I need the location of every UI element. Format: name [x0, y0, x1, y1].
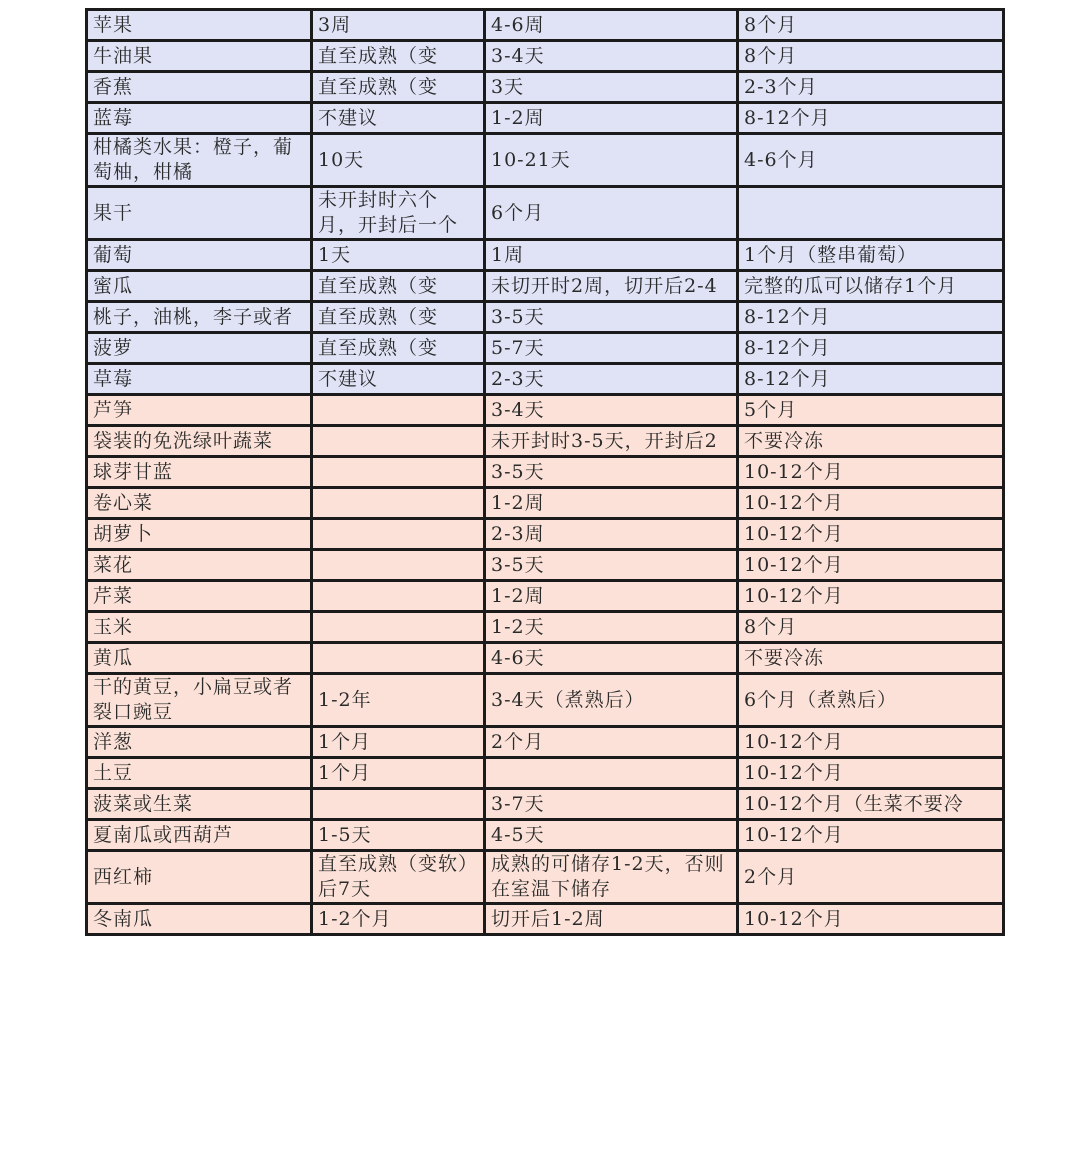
food-name-cell	[87, 820, 312, 851]
fridge-time-cell	[485, 41, 738, 72]
fridge-time-cell	[485, 851, 738, 904]
cell-text: 10-12个月	[744, 730, 844, 753]
cell-text: 直至成熟（变软）后7天	[318, 853, 469, 900]
freezer-time-cell	[738, 364, 1004, 395]
fridge-time-cell	[485, 395, 738, 426]
cell-text: 未切开时2周，切开后2-4	[491, 274, 718, 297]
freezer-time-cell	[738, 240, 1004, 271]
cell-text: 1周	[491, 243, 525, 266]
pantry-time-cell	[312, 240, 485, 271]
fridge-time-cell	[485, 820, 738, 851]
fridge-time-cell	[485, 758, 738, 789]
cell-text: 1个月	[318, 761, 372, 784]
cell-text: 1-2周	[491, 584, 545, 607]
food-name-cell	[87, 187, 312, 240]
cell-text: 3-4天	[491, 398, 545, 421]
cell-text: 3-5天	[491, 460, 545, 483]
table-body	[87, 10, 1004, 935]
freezer-time-cell	[738, 581, 1004, 612]
cell-text: 6个月	[491, 201, 545, 224]
cell-text: 5个月	[744, 398, 798, 421]
freezer-time-cell	[738, 426, 1004, 457]
cell-text: 3-4天（煮熟后）	[491, 688, 645, 711]
fridge-time-cell	[485, 643, 738, 674]
cell-text: 2-3天	[491, 367, 545, 390]
cell-text: 夏南瓜或西葫芦	[93, 823, 234, 846]
cell-text: 不建议	[318, 367, 379, 390]
pantry-time-cell	[312, 72, 485, 103]
cell-text: 1-2天	[491, 615, 545, 638]
fridge-time-cell	[485, 789, 738, 820]
table-row-vegetable	[87, 727, 1004, 758]
pantry-time-cell	[312, 820, 485, 851]
cell-text: 4-6周	[491, 13, 545, 36]
cell-text: 2个月	[744, 865, 798, 888]
freezer-time-cell	[738, 457, 1004, 488]
table-row-fruit	[87, 103, 1004, 134]
food-name-cell	[87, 488, 312, 519]
cell-text: 直至成熟（变	[318, 336, 439, 359]
food-name-cell	[87, 271, 312, 302]
fridge-time-cell	[485, 187, 738, 240]
cell-text: 菠萝	[93, 336, 134, 359]
fridge-time-cell	[485, 134, 738, 187]
food-name-cell	[87, 426, 312, 457]
fridge-time-cell	[485, 333, 738, 364]
cell-text: 8-12个月	[744, 336, 831, 359]
cell-text: 3周	[318, 13, 352, 36]
freezer-time-cell	[738, 10, 1004, 41]
fridge-time-cell	[485, 426, 738, 457]
pantry-time-cell	[312, 457, 485, 488]
food-name-cell	[87, 395, 312, 426]
cell-text: 8-12个月	[744, 106, 831, 129]
cell-text: 8-12个月	[744, 367, 831, 390]
cell-text: 6个月（煮熟后）	[744, 688, 898, 711]
cell-text: 蓝莓	[93, 106, 134, 129]
table-row-vegetable	[87, 519, 1004, 550]
cell-text: 香蕉	[93, 75, 134, 98]
pantry-time-cell	[312, 10, 485, 41]
cell-text: 2个月	[491, 730, 545, 753]
cell-text: 8-12个月	[744, 305, 831, 328]
table-row-vegetable	[87, 789, 1004, 820]
cell-text: 球芽甘蓝	[93, 460, 174, 483]
cell-text: 葡萄	[93, 243, 134, 266]
pantry-time-cell	[312, 581, 485, 612]
food-name-cell	[87, 240, 312, 271]
cell-text: 8个月	[744, 615, 798, 638]
cell-text: 10天	[318, 148, 365, 171]
freezer-time-cell	[738, 820, 1004, 851]
cell-text: 3-5天	[491, 305, 545, 328]
pantry-time-cell	[312, 271, 485, 302]
fridge-time-cell	[485, 550, 738, 581]
pantry-time-cell	[312, 426, 485, 457]
cell-text: 芹菜	[93, 584, 134, 607]
food-name-cell	[87, 643, 312, 674]
cell-text: 10-12个月	[744, 491, 844, 514]
freezer-time-cell	[738, 612, 1004, 643]
table-row-fruit	[87, 41, 1004, 72]
table-row-vegetable	[87, 904, 1004, 935]
pantry-time-cell	[312, 103, 485, 134]
cell-text: 桃子，油桃，李子或者	[93, 305, 294, 328]
cell-text: 2-3个月	[744, 75, 818, 98]
table-row-fruit	[87, 271, 1004, 302]
food-name-cell	[87, 789, 312, 820]
cell-text: 不要冷冻	[744, 429, 825, 452]
food-name-cell	[87, 851, 312, 904]
cell-text: 直至成熟（变	[318, 274, 439, 297]
pantry-time-cell	[312, 789, 485, 820]
pantry-time-cell	[312, 302, 485, 333]
table-row-vegetable	[87, 674, 1004, 727]
cell-text: 1个月	[318, 730, 372, 753]
freezer-time-cell	[738, 72, 1004, 103]
cell-text: 1个月（整串葡萄）	[744, 243, 918, 266]
food-name-cell	[87, 674, 312, 727]
food-name-cell	[87, 364, 312, 395]
cell-text: 直至成熟（变	[318, 44, 439, 67]
freezer-time-cell	[738, 758, 1004, 789]
cell-text: 完整的瓜可以储存1个月	[744, 274, 958, 297]
fridge-time-cell	[485, 10, 738, 41]
food-name-cell	[87, 72, 312, 103]
fridge-time-cell	[485, 519, 738, 550]
pantry-time-cell	[312, 134, 485, 187]
freezer-time-cell	[738, 41, 1004, 72]
freezer-time-cell	[738, 851, 1004, 904]
pantry-time-cell	[312, 851, 485, 904]
cell-text: 10-12个月	[744, 522, 844, 545]
freezer-time-cell	[738, 395, 1004, 426]
cell-text: 蜜瓜	[93, 274, 134, 297]
freezer-time-cell	[738, 904, 1004, 935]
freezer-time-cell	[738, 488, 1004, 519]
table-row-vegetable	[87, 395, 1004, 426]
freezer-time-cell	[738, 302, 1004, 333]
cell-text: 菜花	[93, 553, 134, 576]
cell-text: 玉米	[93, 615, 134, 638]
pantry-time-cell	[312, 488, 485, 519]
table-row-fruit	[87, 72, 1004, 103]
cell-text: 10-12个月	[744, 907, 844, 930]
cell-text: 切开后1-2周	[491, 907, 605, 930]
cell-text: 黄瓜	[93, 646, 134, 669]
food-name-cell	[87, 41, 312, 72]
cell-text: 10-12个月	[744, 584, 844, 607]
pantry-time-cell	[312, 904, 485, 935]
cell-text: 牛油果	[93, 44, 154, 67]
pantry-time-cell	[312, 395, 485, 426]
fridge-time-cell	[485, 302, 738, 333]
pantry-time-cell	[312, 364, 485, 395]
food-name-cell	[87, 904, 312, 935]
pantry-time-cell	[312, 612, 485, 643]
fridge-time-cell	[485, 581, 738, 612]
cell-text: 直至成熟（变	[318, 305, 439, 328]
freezer-time-cell	[738, 674, 1004, 727]
freezer-time-cell	[738, 333, 1004, 364]
pantry-time-cell	[312, 758, 485, 789]
cell-text: 果干	[93, 201, 134, 224]
fridge-time-cell	[485, 488, 738, 519]
cell-text: 1-2周	[491, 491, 545, 514]
cell-text: 4-5天	[491, 823, 545, 846]
food-name-cell	[87, 10, 312, 41]
cell-text: 未开封时3-5天，开封后2	[491, 429, 718, 452]
cell-text: 不要冷冻	[744, 646, 825, 669]
cell-text: 5-7天	[491, 336, 545, 359]
cell-text: 苹果	[93, 13, 134, 36]
table-row-fruit	[87, 240, 1004, 271]
cell-text: 3-5天	[491, 553, 545, 576]
cell-text: 卷心菜	[93, 491, 154, 514]
cell-text: 3天	[491, 75, 525, 98]
cell-text: 10-12个月	[744, 553, 844, 576]
cell-text: 洋葱	[93, 730, 134, 753]
cell-text: 10-12个月	[744, 460, 844, 483]
food-name-cell	[87, 758, 312, 789]
cell-text: 1-2个月	[318, 907, 392, 930]
fridge-time-cell	[485, 103, 738, 134]
table-row-vegetable	[87, 758, 1004, 789]
pantry-time-cell	[312, 187, 485, 240]
cell-text: 柑橘类水果：橙子，葡萄柚，柑橘	[93, 136, 294, 183]
cell-text: 胡萝卜	[93, 522, 154, 545]
storage-table	[85, 8, 1005, 936]
freezer-time-cell	[738, 789, 1004, 820]
pantry-time-cell	[312, 550, 485, 581]
fridge-time-cell	[485, 72, 738, 103]
cell-text: 直至成熟（变	[318, 75, 439, 98]
cell-text: 成熟的可储存1-2天，否则在室温下储存	[491, 853, 725, 900]
pantry-time-cell	[312, 674, 485, 727]
pantry-time-cell	[312, 643, 485, 674]
table-row-vegetable	[87, 426, 1004, 457]
freezer-time-cell	[738, 271, 1004, 302]
fridge-time-cell	[485, 674, 738, 727]
cell-text: 土豆	[93, 761, 134, 784]
food-name-cell	[87, 134, 312, 187]
freezer-time-cell	[738, 134, 1004, 187]
fridge-time-cell	[485, 271, 738, 302]
freezer-time-cell	[738, 103, 1004, 134]
cell-text: 4-6个月	[744, 148, 818, 171]
cell-text: 10-12个月	[744, 761, 844, 784]
cell-text: 1天	[318, 243, 352, 266]
food-name-cell	[87, 550, 312, 581]
fridge-time-cell	[485, 904, 738, 935]
cell-text: 4-6天	[491, 646, 545, 669]
food-name-cell	[87, 333, 312, 364]
food-name-cell	[87, 612, 312, 643]
freezer-time-cell	[738, 519, 1004, 550]
table-row-fruit	[87, 333, 1004, 364]
cell-text: 1-2年	[318, 688, 372, 711]
food-name-cell	[87, 727, 312, 758]
fridge-time-cell	[485, 457, 738, 488]
freezer-time-cell	[738, 727, 1004, 758]
cell-text: 10-12个月	[744, 823, 844, 846]
cell-text: 冬南瓜	[93, 907, 154, 930]
table-row-vegetable	[87, 581, 1004, 612]
table-row-fruit	[87, 187, 1004, 240]
food-name-cell	[87, 519, 312, 550]
food-name-cell	[87, 581, 312, 612]
cell-text: 3-4天	[491, 44, 545, 67]
table-row-vegetable	[87, 612, 1004, 643]
cell-text: 草莓	[93, 367, 134, 390]
table-row-fruit	[87, 302, 1004, 333]
food-name-cell	[87, 457, 312, 488]
cell-text: 未开封时六个月，开封后一个	[318, 189, 459, 236]
pantry-time-cell	[312, 727, 485, 758]
table-row-fruit	[87, 364, 1004, 395]
fridge-time-cell	[485, 240, 738, 271]
table-row-vegetable	[87, 851, 1004, 904]
cell-text: 8个月	[744, 44, 798, 67]
table-row-vegetable	[87, 643, 1004, 674]
table-row-vegetable	[87, 820, 1004, 851]
cell-text: 2-3周	[491, 522, 545, 545]
cell-text: 8个月	[744, 13, 798, 36]
fridge-time-cell	[485, 727, 738, 758]
fridge-time-cell	[485, 364, 738, 395]
food-name-cell	[87, 302, 312, 333]
freezer-time-cell	[738, 643, 1004, 674]
cell-text: 3-7天	[491, 792, 545, 815]
cell-text: 不建议	[318, 106, 379, 129]
cell-text: 菠菜或生菜	[93, 792, 194, 815]
cell-text: 袋装的免洗绿叶蔬菜	[93, 429, 274, 452]
cell-text: 干的黄豆，小扁豆或者裂口豌豆	[93, 676, 294, 723]
freezer-time-cell	[738, 550, 1004, 581]
table-row-vegetable	[87, 488, 1004, 519]
cell-text: 10-21天	[491, 148, 571, 171]
table-row-vegetable	[87, 457, 1004, 488]
pantry-time-cell	[312, 519, 485, 550]
table-row-fruit	[87, 134, 1004, 187]
food-name-cell	[87, 103, 312, 134]
table-row-fruit	[87, 10, 1004, 41]
table-row-vegetable	[87, 550, 1004, 581]
cell-text: 1-5天	[318, 823, 372, 846]
cell-text: 芦笋	[93, 398, 134, 421]
freezer-time-cell	[738, 187, 1004, 240]
fridge-time-cell	[485, 612, 738, 643]
pantry-time-cell	[312, 41, 485, 72]
cell-text: 1-2周	[491, 106, 545, 129]
cell-text: 西红柿	[93, 865, 154, 888]
cell-text: 10-12个月（生菜不要冷	[744, 792, 964, 815]
pantry-time-cell	[312, 333, 485, 364]
